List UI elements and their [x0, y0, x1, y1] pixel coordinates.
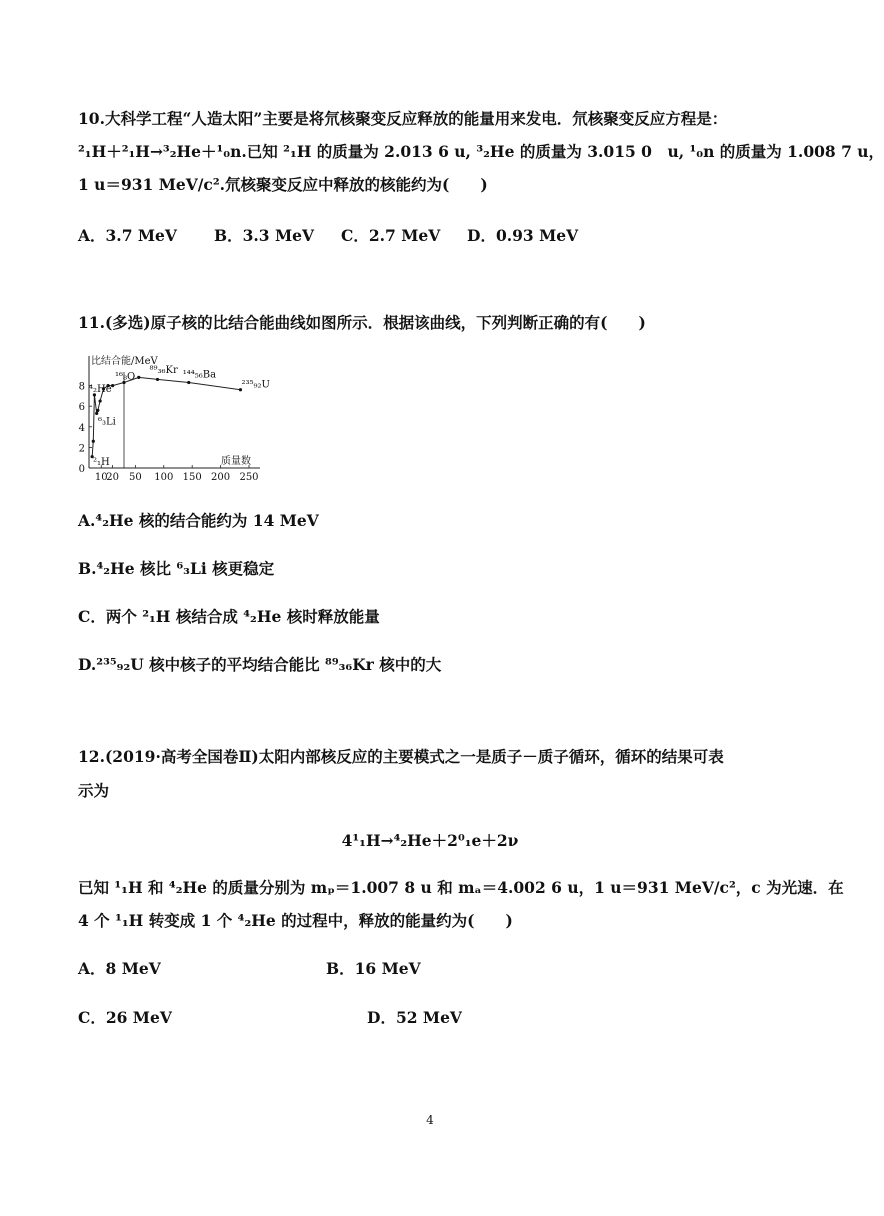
q11-option-c: C．两个 ²₁H 核结合成 ⁴₂He 核时释放能量: [78, 607, 380, 626]
q12-option-b: B．16 MeV: [326, 959, 421, 978]
page-number: 4: [426, 1113, 434, 1127]
q11-option-d: D.²³⁵₉₂U 核中核子的平均结合能比 ⁸⁹₃₆Kr 核中的大: [78, 655, 442, 674]
q10-option-c: C．2.7 MeV: [341, 226, 441, 245]
y-tick-label: 4: [78, 422, 85, 434]
data-point: [156, 378, 159, 381]
q11-option-a: A.⁴₂He 核的结合能约为 14 MeV: [78, 511, 319, 530]
q10-option-a: A．3.7 MeV: [78, 226, 177, 245]
y-tick-label: 8: [78, 381, 85, 393]
q11-option-b: B.⁴₂He 核比 ⁶₃Li 核更稳定: [78, 559, 275, 578]
data-point: [95, 412, 98, 415]
y-axis-label: 比结合能/MeV: [91, 356, 158, 367]
q11-stem: 11.(多选)原子核的比结合能曲线如图所示．根据该曲线，下列判断正确的有( ): [78, 313, 646, 332]
q12-stem-line3: 已知 ¹₁H 和 ⁴₂He 的质量分别为 mₚ＝1.007 8 u 和 mₐ＝4.002 6 u，1 u＝931 MeV/c²，c 为光速．在: [78, 878, 844, 897]
x-tick-label: 200: [211, 472, 231, 483]
label-ba144: ¹⁴⁴₅₆Ba: [182, 369, 217, 381]
x-tick-label: 100: [154, 472, 174, 483]
q12-option-a: A．8 MeV: [78, 959, 161, 978]
q10-option-b: B．3.3 MeV: [214, 226, 315, 245]
label-he4: ⁴₂He: [89, 383, 112, 395]
q12-option-d: D．52 MeV: [367, 1008, 462, 1027]
chart-labels: [89, 354, 270, 468]
q12-stem-line1: 12.(2019·高考全国卷Ⅱ)太阳内部核反应的主要模式之一是质子－质子循环，循环的结果可表: [78, 747, 724, 766]
q10-stem-line3: 1 u＝931 MeV/c².氘核聚变反应中释放的核能约为( ): [78, 175, 488, 194]
x-tick-label: 10: [94, 472, 108, 483]
x-tick-label: 150: [182, 472, 202, 483]
label-o16: ¹⁶₈O: [115, 371, 136, 383]
y-tick-label: 6: [78, 402, 85, 414]
q12-stem-line2: 示为: [78, 781, 110, 800]
x-tick-label: 250: [239, 472, 259, 483]
y-tick-label: 2: [78, 443, 85, 455]
x-tick-label: 50: [128, 472, 142, 483]
y-tick-label: 0: [78, 464, 85, 475]
q12-stem-line4: 4 个 ¹₁H 转变成 1 个 ⁴₂He 的过程中，释放的能量约为( ): [78, 911, 513, 930]
data-point: [187, 381, 190, 384]
data-point: [92, 440, 95, 443]
x-tick-label: 20: [106, 472, 119, 483]
label-h2: ²₁H: [93, 457, 110, 468]
q12-equation: 4¹₁H→⁴₂He＋2⁰₁e＋2ν: [341, 831, 519, 850]
q10-stem-line1: 10.大科学工程“人造太阳”主要是将氘核聚变反应释放的能量用来发电．氘核聚变反应方程是：: [78, 109, 728, 128]
data-point: [137, 376, 140, 379]
data-point: [99, 399, 102, 402]
label-kr89: ⁸⁹₃₆Kr: [149, 365, 178, 377]
label-u235: ²³⁵₉₂U: [241, 379, 270, 391]
q10-option-d: D．0.93 MeV: [467, 226, 579, 245]
data-point: [96, 409, 99, 412]
x-axis-label: 质量数: [221, 456, 251, 467]
q10-stem-line2: ²₁H＋²₁H→³₂He＋¹₀n.已知 ²₁H 的质量为 2.013 6 u, ³₂He 的质量为 3.015 0 u, ¹₀n 的质量为 1.008 7 u，: [78, 142, 884, 161]
binding-energy-chart: [74, 352, 270, 484]
label-li6: ⁶₃Li: [98, 416, 116, 428]
q12-option-c: C．26 MeV: [78, 1008, 172, 1027]
